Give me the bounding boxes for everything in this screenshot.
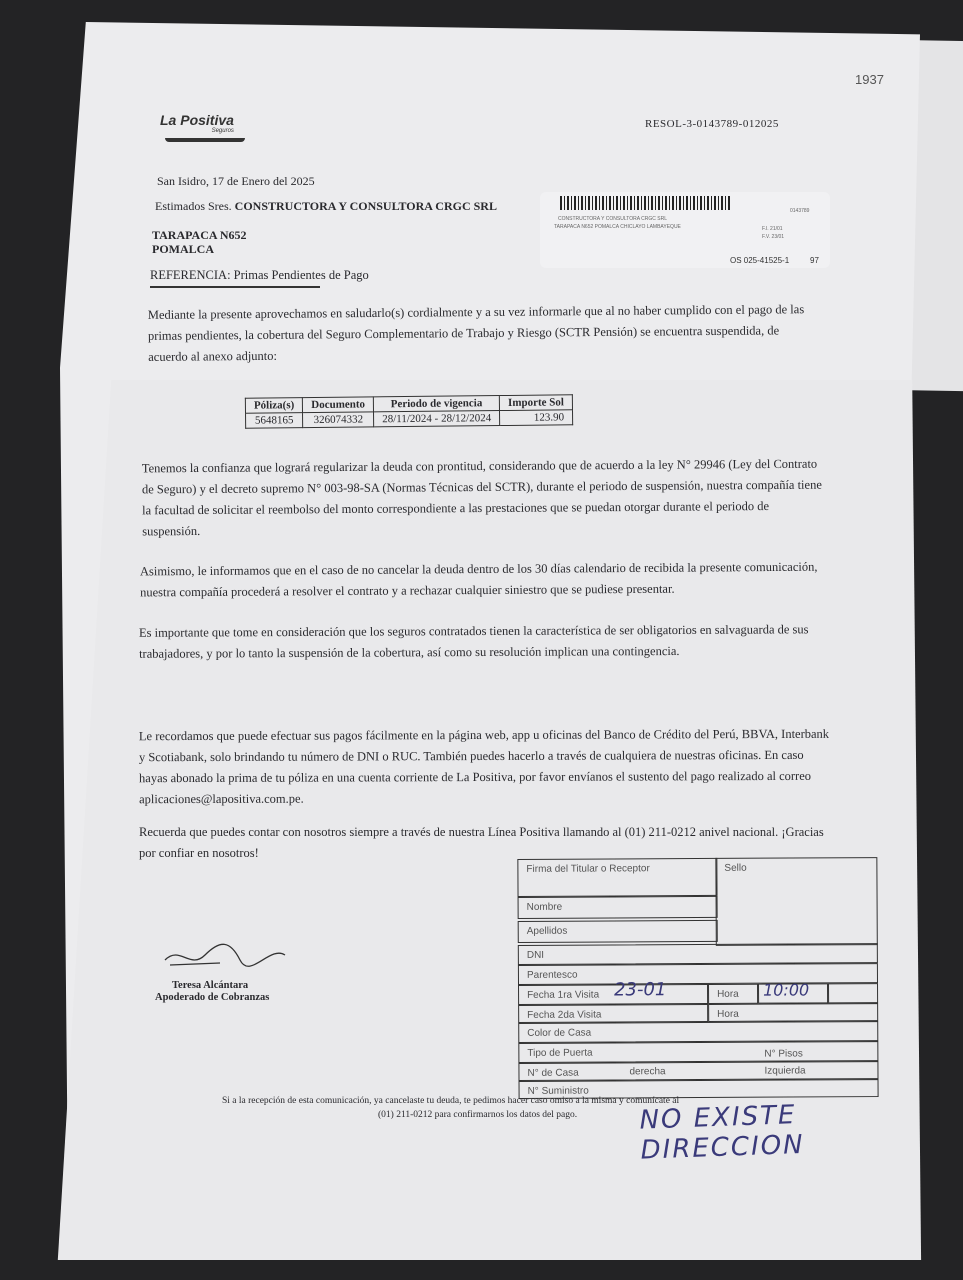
field-nombre: Nombre	[518, 896, 718, 919]
col-header: Periodo de vigencia	[373, 396, 499, 412]
intro-paragraph: Mediante la presente aprovechamos en saludarlo(s) cordialmente y a su vez informarle que al no haber cumplido con el pago de las primas pendientes, la cobertura del Seguro Complementario de Trabajo y Riesgo (SCTR Pensión) se encuentra suspendida, de acuerdo al anexo adjunto:	[147, 302, 805, 364]
address-line1: TARAPACA N652	[152, 228, 247, 242]
field-hora2: Hora	[708, 1003, 878, 1022]
place-date: San Isidro, 17 de Enero del 2025	[157, 174, 315, 188]
table-row	[246, 410, 573, 428]
barcode	[560, 196, 730, 210]
footer-line2: (01) 211-0212 para confirmarnos los datos del pago.	[378, 1110, 578, 1120]
paragraph-1: Tenemos la confianza que logrará regularizar la deuda con prontitud, considerando que de acuerdo a la ley N° 29946 (Ley del Contrato de Seguro) y el decreto supremo N° 003-98-SA (Normas Técnicas del SCTR), durante el periodo de suspensión, nuestra compañía tiene la facultad de solicitar el reembolso del monto correspondiente a las prestaciones que se puedan otorgar durante el periodo de suspensión.	[141, 456, 822, 539]
label-code: 0143789	[790, 208, 810, 214]
col-header: Documento	[303, 397, 374, 413]
cell-amount: 123.90	[500, 410, 573, 426]
greeting-prefix: Estimados Sres.	[155, 199, 232, 213]
field-parentesco: Parentesco	[518, 963, 878, 985]
label-num: 97	[810, 256, 819, 265]
field-firma: Firma del Titular o Receptor	[517, 858, 717, 897]
field-dni: DNI	[518, 943, 878, 965]
paragraph-3: Es importante que tome en consideración que los seguros contratados tienen la característica de ser obligatorios en salvaguarda de sus trabajadores, y por lo tanto la suspensión de la cobertura, así como su resolución implican una contingencia.	[138, 622, 809, 661]
back-page-number: 1937	[855, 72, 884, 87]
field-color-casa: Color de Casa	[518, 1021, 878, 1043]
label-fi: F.I. 21/01	[762, 226, 783, 232]
cell-policy: 5648165	[246, 413, 303, 429]
field-sello: Sello	[715, 857, 877, 946]
greeting	[155, 199, 497, 214]
logo-swoosh	[165, 138, 245, 142]
label-line1: CONSTRUCTORA Y CONSULTORA CRGC SRL	[558, 216, 668, 222]
label-fv: F.V. 23/01	[762, 234, 785, 240]
field-fecha-visita	[518, 979, 708, 1005]
cell-period: 28/11/2024 - 28/12/2024	[374, 411, 500, 427]
logo-text: La Positiva	[160, 112, 234, 128]
field-n-casa	[518, 1061, 878, 1081]
field-hora-value	[758, 980, 828, 1003]
policy-table	[245, 394, 573, 428]
recipient-name: CONSTRUCTORA Y CONSULTORA CRGC SRL	[234, 199, 497, 213]
col-header: Importe Sol	[499, 395, 572, 411]
field-tipo-puerta	[518, 1041, 878, 1063]
mail-label	[540, 192, 830, 268]
col-header: Póliza(s)	[245, 398, 302, 414]
logo-subtext: Seguros	[211, 128, 234, 134]
handwritten-time: 10:00	[762, 980, 810, 1000]
label-line2: TARAPACA N652 POMALCA CHICLAYO LAMBAYEQUE	[554, 224, 681, 230]
address-line2: POMALCA	[152, 242, 214, 256]
paragraph-5: Recuerda que puedes contar con nosotros siempre a través de nuestra Línea Positiva llamando al (01) 211-0212 anivel nacional. ¡Gracias por confiar en nosotros!	[139, 825, 824, 860]
footer-line1: Si a la recepción de esta comunicación, ya cancelaste tu deuda, te pedimos hacer caso omiso a la misma y comunícate al	[222, 1096, 680, 1106]
signature	[160, 935, 290, 975]
reference-code: RESOL-3-0143789-012025	[645, 118, 779, 130]
handwritten-note: NO EXISTE DIRECCION	[639, 1100, 806, 1166]
reference-line: REFERENCIA: Primas Pendientes de Pago	[150, 268, 369, 282]
label-izquierda: Izquierda	[764, 1065, 806, 1077]
label: N° de Casa	[527, 1067, 579, 1079]
signer-title: Apoderado de Cobranzas	[155, 992, 270, 1003]
paragraph-2: Asimismo, le informamos que en el caso de no cancelar la deuda dentro de los 30 días calendario de recibida la presente comunicación, nuestra compañía procederá a resolver el contrato y a rechazar cualquier siniestro que se pudiese presentar.	[139, 559, 818, 600]
field-hora: Hora	[708, 984, 758, 1004]
label-derecha: derecha	[629, 1066, 666, 1078]
field-blank	[828, 983, 878, 1003]
cell-document: 326074332	[303, 412, 374, 428]
paragraph-4: Le recordamos que puede efectuar sus pagos fácilmente en la página web, app u oficinas del Banco de Crédito del Perú, BBVA, Interbank y Scotiabank, solo brindando tu número de DNI o RUC. También puedes hacerlo a través de cualquiera de nuestras oficinas. En caso hayas abonado la prima de tu póliza en una cuenta corriente de La Positiva, por favor envíanos el sustento del pago realizado al correo aplicaciones@lapositiva.com.pe.	[138, 726, 830, 807]
company-logo	[160, 112, 234, 134]
label: Tipo de Puerta	[527, 1047, 593, 1059]
divider	[150, 286, 320, 288]
field-fecha-2da: Fecha 2da Visita	[518, 1004, 708, 1023]
label-tracking: OS 025-41525-1	[730, 256, 790, 265]
field-apellidos: Apellidos	[518, 920, 718, 943]
field-suministro: N° Suministro	[519, 1079, 879, 1099]
delivery-form	[517, 857, 880, 1109]
label: Fecha 1ra Visita	[527, 989, 600, 1001]
signer-name: Teresa Alcántara	[172, 980, 249, 991]
handwritten-date: 23-01	[613, 979, 667, 1001]
label-pisos: N° Pisos	[764, 1048, 803, 1060]
